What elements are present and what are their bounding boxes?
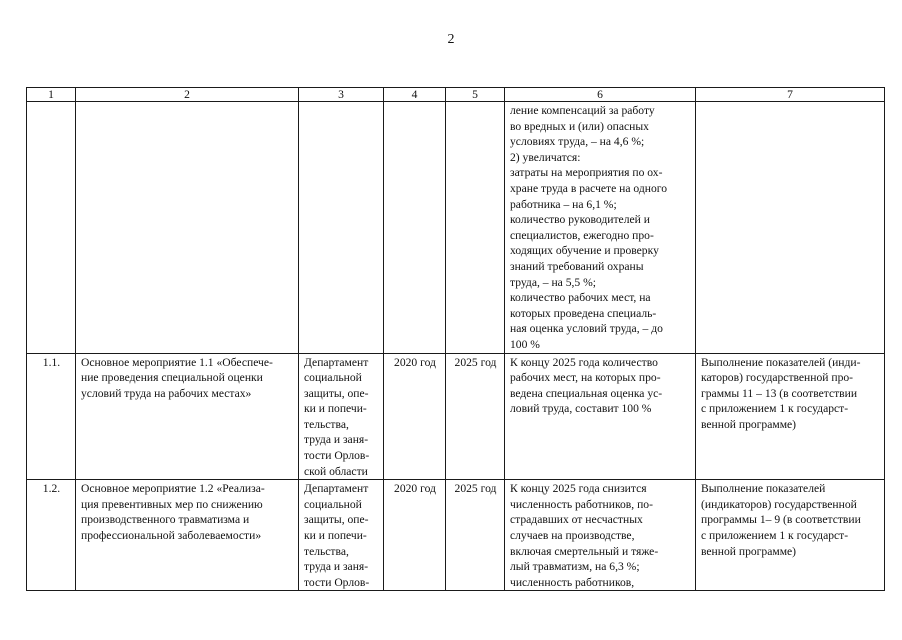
text-line: защиты, опе- (304, 386, 369, 400)
end-year-cell: 2025 год (446, 353, 505, 480)
text-line: труда и заня- (304, 433, 369, 447)
text-line: венной программе) (701, 544, 797, 558)
text-line: специалистов, ежегодно про- (510, 228, 654, 242)
text-line: ние проведения специальной оценки (81, 371, 263, 385)
text-line: каторов) государственной про- (701, 371, 854, 385)
text-line: социальной (304, 497, 362, 511)
executor-cell (299, 102, 384, 354)
text-line: 2) увеличатся: (510, 150, 581, 164)
indicators-cell (696, 480, 885, 591)
text-line: страдавших от несчастных (510, 513, 643, 527)
column-header: 5 (446, 88, 505, 102)
row-number-cell: 1.1. (27, 353, 76, 480)
text-line: тельства, (304, 544, 349, 558)
text-line: граммы 11 – 13 (в соответствии (701, 386, 858, 400)
table-header-row (27, 88, 885, 102)
text-line: 100 % (510, 337, 540, 351)
text-line: лый травматизм, на 6,3 %; (510, 560, 640, 574)
text-line: венной программе) (701, 417, 797, 431)
text-line: численность работников, (510, 575, 635, 589)
text-line: защиты, опе- (304, 513, 369, 527)
text-line: Департамент (304, 355, 369, 369)
column-header: 2 (76, 88, 299, 102)
text-line: количество руководителей и (510, 213, 650, 227)
text-line: хране труда в расчете на одного (510, 181, 668, 195)
expected-result-cell (505, 353, 696, 480)
executor-cell (299, 480, 384, 591)
table-row (27, 102, 885, 354)
text-line: с приложением 1 к государст- (701, 529, 849, 543)
column-header: 1 (27, 88, 76, 102)
end-year-cell (446, 102, 505, 354)
text-line: включая смертельный и тяже- (510, 544, 659, 558)
table-row (27, 353, 885, 480)
text-line: во вредных и (или) опасных (510, 119, 649, 133)
indicators-cell (696, 353, 885, 480)
text-line: рабочих мест, на которых про- (510, 371, 661, 385)
text-line: с приложением 1 к государст- (701, 402, 849, 416)
text-line: ление компенсаций за работу (510, 104, 655, 117)
page-number: 2 (447, 32, 455, 47)
text-line: производственного травматизма и (81, 513, 250, 527)
text-line: Основное мероприятие 1.1 «Обеспече- (81, 355, 273, 369)
text-line: знаний требований охраны (510, 259, 644, 273)
column-header: 3 (299, 88, 384, 102)
table-row (27, 480, 885, 591)
row-number-cell: 1.2. (27, 480, 76, 591)
text-line: ловий труда, составит 100 % (510, 402, 652, 416)
text-line: труда, – на 5,5 %; (510, 275, 596, 289)
text-line: ция превентивных мер по снижению (81, 497, 263, 511)
start-year-cell: 2020 год (384, 480, 446, 591)
text-line: профессиональной заболеваемости» (81, 529, 262, 543)
executor-cell (299, 353, 384, 480)
text-line: К концу 2025 года снизится (510, 482, 647, 496)
text-line: (индикаторов) государственной (701, 497, 857, 511)
row-number-cell (27, 102, 76, 354)
text-line: ской области (304, 464, 368, 478)
column-header: 7 (696, 88, 885, 102)
expected-result-cell (505, 102, 696, 354)
text-line: тости Орлов- (304, 449, 370, 463)
text-line: тельства, (304, 417, 349, 431)
text-line: К концу 2025 года количество (510, 355, 658, 369)
end-year-cell: 2025 год (446, 480, 505, 591)
text-line: ки и попечи- (304, 529, 367, 543)
text-line: условиях труда, – на 4,6 %; (510, 135, 645, 149)
text-line: тости Орлов- (304, 575, 370, 589)
text-line: Основное мероприятие 1.2 «Реализа- (81, 482, 265, 496)
text-line: случаев на производстве, (510, 529, 635, 543)
measures-table (26, 87, 885, 591)
text-line: ведена специальная оценка ус- (510, 386, 663, 400)
text-line: количество рабочих мест, на (510, 291, 651, 305)
text-line: которых проведена специаль- (510, 306, 657, 320)
text-line: Департамент (304, 482, 369, 496)
text-line: ки и попечи- (304, 402, 367, 416)
column-header: 6 (505, 88, 696, 102)
text-line: работника – на 6,1 %; (510, 197, 617, 211)
text-line: ходящих обучение и проверку (510, 244, 659, 258)
text-line: ная оценка условий труда, – до (510, 322, 663, 336)
text-line: Выполнение показателей (инди- (701, 355, 861, 369)
text-line: социальной (304, 371, 362, 385)
measure-title-cell (76, 102, 299, 354)
text-line: затраты на мероприятия по ох- (510, 166, 663, 180)
measure-title-cell (76, 353, 299, 480)
text-line: труда и заня- (304, 560, 369, 574)
measure-title-cell (76, 480, 299, 591)
text-line: Выполнение показателей (701, 482, 826, 496)
text-line: численность работников, по- (510, 497, 653, 511)
text-line: условий труда на рабочих местах» (81, 386, 252, 400)
start-year-cell (384, 102, 446, 354)
column-header: 4 (384, 88, 446, 102)
expected-result-cell (505, 480, 696, 591)
start-year-cell: 2020 год (384, 353, 446, 480)
indicators-cell (696, 102, 885, 354)
text-line: программы 1– 9 (в соответствии (701, 513, 861, 527)
